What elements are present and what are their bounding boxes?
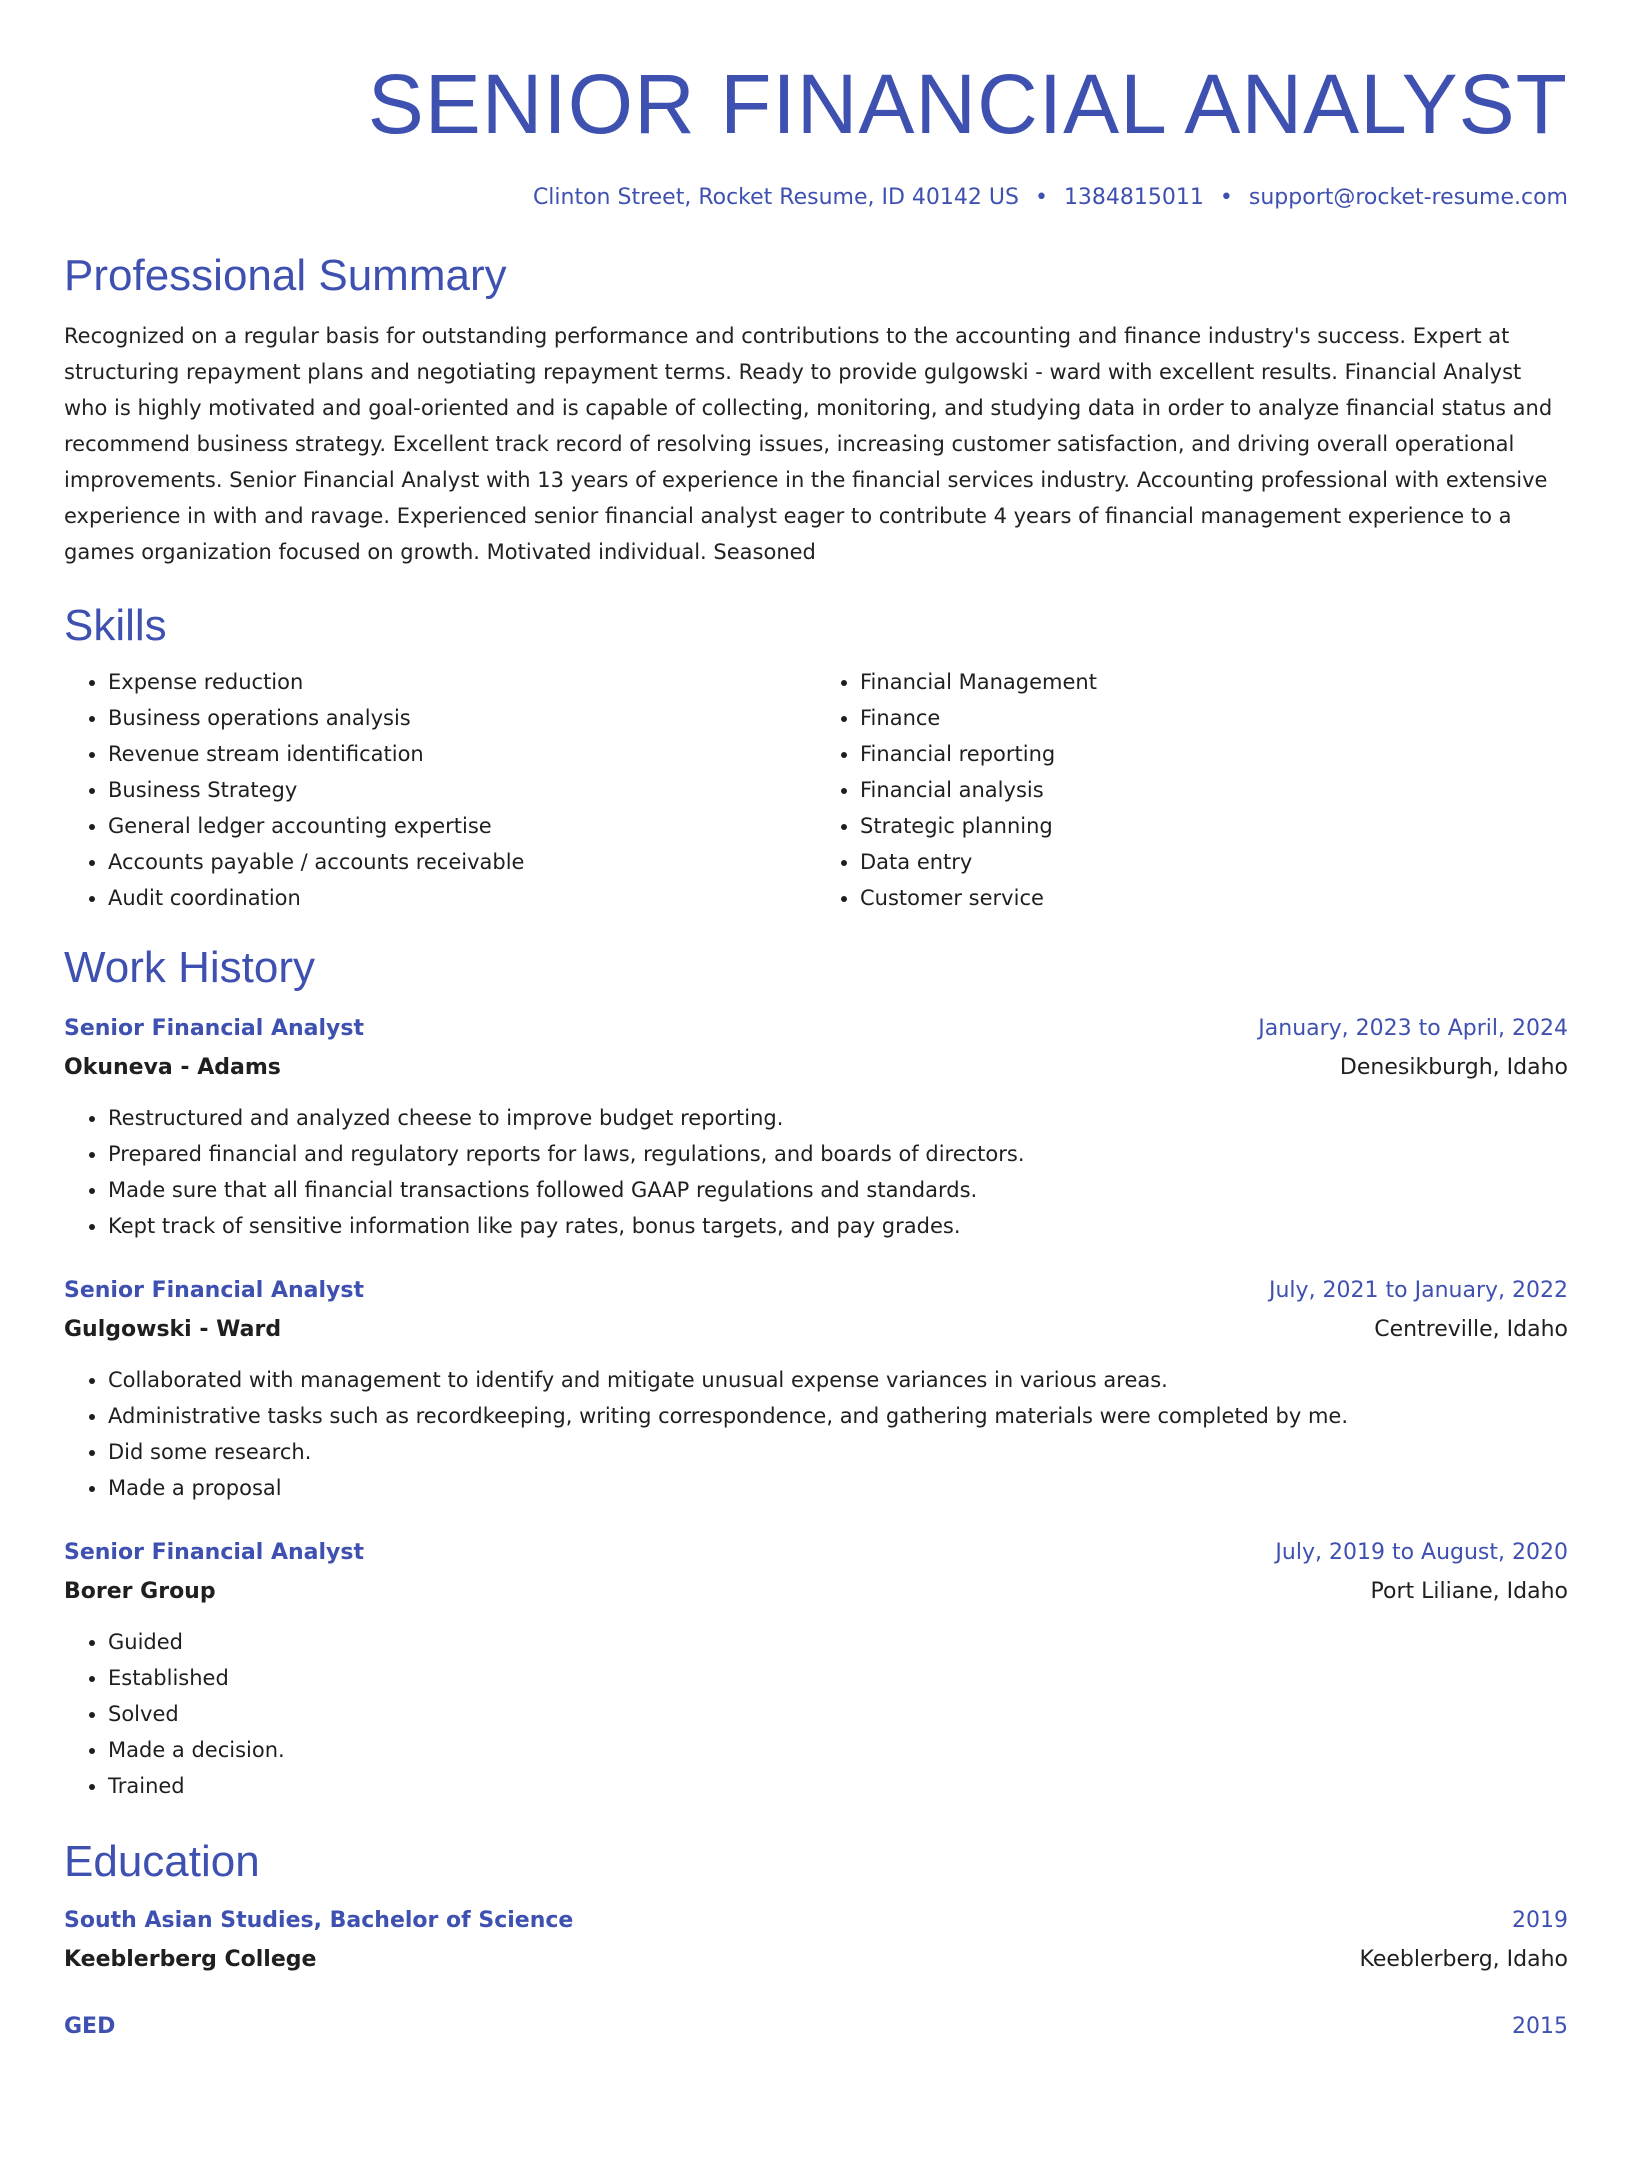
education-header-row — [64, 1902, 1568, 1940]
skill-item: • Accounts payable / accounts receivable — [108, 844, 816, 880]
job-entry — [64, 1534, 1568, 1804]
job-header-row — [64, 1010, 1568, 1048]
job-bullet: • Solved — [108, 1696, 1568, 1732]
job-bullets — [64, 1362, 1568, 1506]
skill-item: • Expense reduction — [108, 664, 816, 700]
job-company: Gulgowski - Ward — [64, 1317, 282, 1342]
job-title: Senior Financial Analyst — [64, 1278, 364, 1303]
contact-line — [64, 182, 1568, 214]
job-bullets — [64, 1624, 1568, 1804]
education-year: 2019 — [1512, 1908, 1568, 1933]
skill-item: • Financial Management — [860, 664, 1568, 700]
job-company-row — [64, 1572, 1568, 1612]
education-year: 2015 — [1512, 2014, 1568, 2039]
contact-phone: 1384815011 — [1063, 185, 1204, 210]
job-bullet: • Kept track of sensitive information like pay rates, bonus targets, and pay grades. — [108, 1208, 1568, 1244]
job-bullet: • Guided — [108, 1624, 1568, 1660]
skill-item: • Financial analysis — [860, 772, 1568, 808]
skill-item: • Financial reporting — [860, 736, 1568, 772]
job-bullet: • Did some research. — [108, 1434, 1568, 1470]
contact-address: Clinton Street, Rocket Resume, ID 40142 US — [532, 185, 1019, 210]
job-dates: July, 2021 to January, 2022 — [1269, 1278, 1568, 1303]
skill-item: • Revenue stream identification — [108, 736, 816, 772]
contact-email[interactable]: support@rocket-resume.com — [1248, 185, 1568, 210]
job-dates: July, 2019 to August, 2020 — [1275, 1540, 1568, 1565]
skills-column-right — [816, 664, 1568, 916]
summary-text: Recognized on a regular basis for outstanding performance and contributions to the accounting and finance industry's success. Expert at structuring repayment plans and negotiating repayment terms. Ready to provide gulgowski - ward with excellent results. Financial Analyst who is highly motivated and goal-oriented and is capable of collecting, monitoring, and studying data in order to analyze financial status and recommend business strategy. Excellent track record of resolving issues, increasing customer satisfaction, and driving overall operational improvements. Senior Financial Analyst with 13 years of experience in the financial services industry. Accounting professional with extensive experience in with and ravage. Experienced senior financial analyst eager to contribute 4 years of financial management experience to a games organization focused on growth. Motivated individual. Seasoned — [64, 324, 1553, 564]
job-location: Centreville, Idaho — [1374, 1317, 1568, 1342]
summary-heading: Professional Summary — [64, 251, 507, 300]
skill-item: • Business Strategy — [108, 772, 816, 808]
job-bullet: • Restructured and analyzed cheese to improve budget reporting. — [108, 1100, 1568, 1136]
resume-page — [0, 54, 1632, 2166]
skill-item: • Finance — [860, 700, 1568, 736]
job-entry — [64, 1272, 1568, 1506]
education-heading: Education — [64, 1837, 260, 1886]
education-school: Keeblerberg College — [64, 1947, 317, 1972]
education-degree: GED — [64, 2014, 116, 2039]
job-company: Okuneva - Adams — [64, 1055, 281, 1080]
job-location: Port Liliane, Idaho — [1370, 1579, 1568, 1604]
contact-separator: • — [1034, 185, 1048, 210]
skill-item: • Audit coordination — [108, 880, 816, 916]
skills-heading: Skills — [64, 601, 167, 650]
education-degree: South Asian Studies, Bachelor of Science — [64, 1908, 574, 1933]
skills-column-left — [64, 664, 816, 916]
job-bullet: • Collaborated with management to identify and mitigate unusual expense variances in various areas. — [108, 1362, 1568, 1398]
job-bullet: • Administrative tasks such as recordkeeping, writing correspondence, and gathering materials were completed by me. — [108, 1398, 1568, 1434]
job-entry — [64, 1010, 1568, 1244]
skill-item: • Data entry — [860, 844, 1568, 880]
skills-list — [64, 664, 1568, 916]
job-company: Borer Group — [64, 1579, 216, 1604]
education-entry — [64, 1902, 1568, 1980]
skill-item: • General ledger accounting expertise — [108, 808, 816, 844]
work-history-heading: Work History — [64, 943, 315, 992]
skill-item: • Strategic planning — [860, 808, 1568, 844]
job-bullet: • Made a decision. — [108, 1732, 1568, 1768]
job-bullet: • Trained — [108, 1768, 1568, 1804]
job-location: Denesikburgh, Idaho — [1339, 1055, 1568, 1080]
job-bullet: • Made sure that all financial transactions followed GAAP regulations and standards. — [108, 1172, 1568, 1208]
job-bullets — [64, 1100, 1568, 1244]
job-title: Senior Financial Analyst — [64, 1540, 364, 1565]
contact-separator: • — [1219, 185, 1233, 210]
job-header-row — [64, 1534, 1568, 1572]
job-bullet: • Prepared financial and regulatory reports for laws, regulations, and boards of directors. — [108, 1136, 1568, 1172]
job-company-row — [64, 1310, 1568, 1350]
job-header-row — [64, 1272, 1568, 1310]
education-header-row — [64, 2008, 1568, 2046]
job-bullet: • Established — [108, 1660, 1568, 1696]
education-location: Keeblerberg, Idaho — [1359, 1947, 1568, 1972]
job-company-row — [64, 1048, 1568, 1088]
education-school-row — [64, 1940, 1568, 1980]
job-dates: January, 2023 to April, 2024 — [1258, 1016, 1568, 1041]
job-bullet: • Made a proposal — [108, 1470, 1568, 1506]
education-entry — [64, 2008, 1568, 2046]
skill-item: • Business operations analysis — [108, 700, 816, 736]
skill-item: • Customer service — [860, 880, 1568, 916]
job-title: Senior Financial Analyst — [64, 1016, 364, 1041]
resume-name: SENIOR FINANCIAL ANALYST — [367, 57, 1568, 151]
